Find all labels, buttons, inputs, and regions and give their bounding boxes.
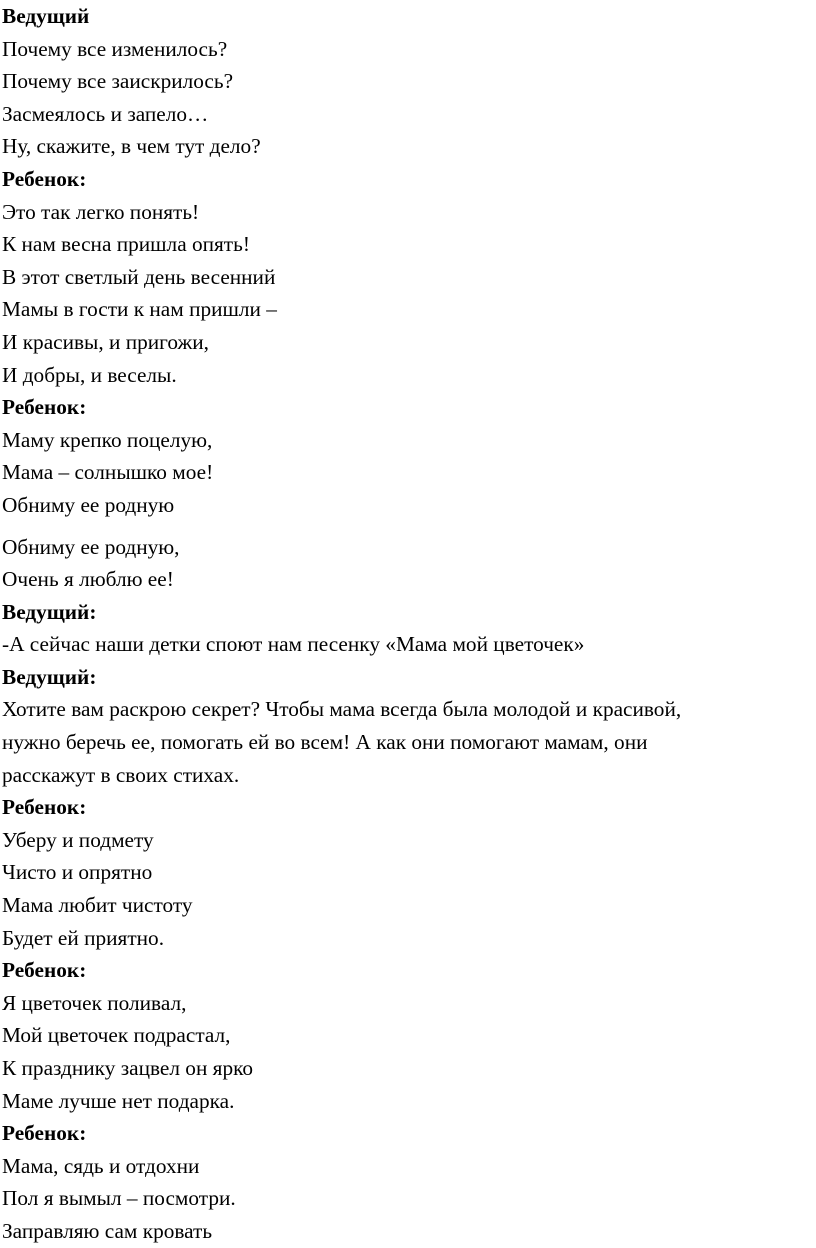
text-line: Будет ей приятно. <box>2 925 165 950</box>
speaker-label: Ребенок: <box>2 1121 87 1146</box>
text-line: Обниму ее родную, <box>2 534 180 559</box>
text-line: нужно беречь ее, помогать ей во всем! А как они помогают мамам, они <box>2 730 648 755</box>
text-line: Маму крепко поцелую, <box>2 427 213 452</box>
text-line: Это так легко понять! <box>2 199 200 224</box>
speaker-label: Ребенок: <box>2 166 87 191</box>
speaker-label: Ребенок: <box>2 795 87 820</box>
text-line: Мама, сядь и отдохни <box>2 1153 200 1178</box>
text-line: Мой цветочек подрастал, <box>2 1023 231 1048</box>
text-line: Почему все заискрилось? <box>2 69 234 94</box>
text-line: Маме лучше нет подарка. <box>2 1088 235 1113</box>
text-line: В этот светлый день весенний <box>2 264 276 289</box>
text-line: И красивы, и пригожи, <box>2 329 209 354</box>
text-line: Мама любит чистоту <box>2 893 193 918</box>
text-line: -А сейчас наши детки споют нам песенку «Мама мой цветочек» <box>2 632 585 657</box>
text-line: И добры, и веселы. <box>2 362 177 387</box>
paragraph-gap <box>2 522 812 531</box>
text-line: Уберу и подмету <box>2 827 154 852</box>
text-line: Пол я вымыл – посмотри. <box>2 1186 236 1211</box>
text-line: расскажут в своих стихах. <box>2 762 240 787</box>
text-line: К празднику зацвел он ярко <box>2 1056 254 1080</box>
speaker-label: Ведущий <box>2 4 90 28</box>
text-line: Я цветочек поливал, <box>2 990 187 1015</box>
speaker-label: Ребенок: <box>2 958 87 983</box>
text-line: К нам весна пришла опять! <box>2 232 250 257</box>
text-line: Чисто и опрятно <box>2 860 153 885</box>
text-line: Хотите вам раскрою секрет? Чтобы мама всегда была молодой и красивой, <box>2 697 682 722</box>
text-line: Очень я люблю ее! <box>2 567 174 592</box>
text-line: Почему все изменилось? <box>2 36 228 61</box>
document-page <box>2 0 812 1248</box>
speaker-label: Ребенок: <box>2 395 87 420</box>
speaker-label: Ведущий: <box>2 664 97 689</box>
text-line: Засмеялось и запело… <box>2 101 209 126</box>
text-line: Обниму ее родную <box>2 492 175 517</box>
text-line: Заправляю сам кровать <box>2 1218 213 1243</box>
text-line: Мама – солнышко мое! <box>2 460 214 485</box>
text-line: Мамы в гости к нам пришли – <box>2 297 277 322</box>
speaker-label: Ведущий: <box>2 599 97 624</box>
text-line: Ну, скажите, в чем тут дело? <box>2 134 261 159</box>
